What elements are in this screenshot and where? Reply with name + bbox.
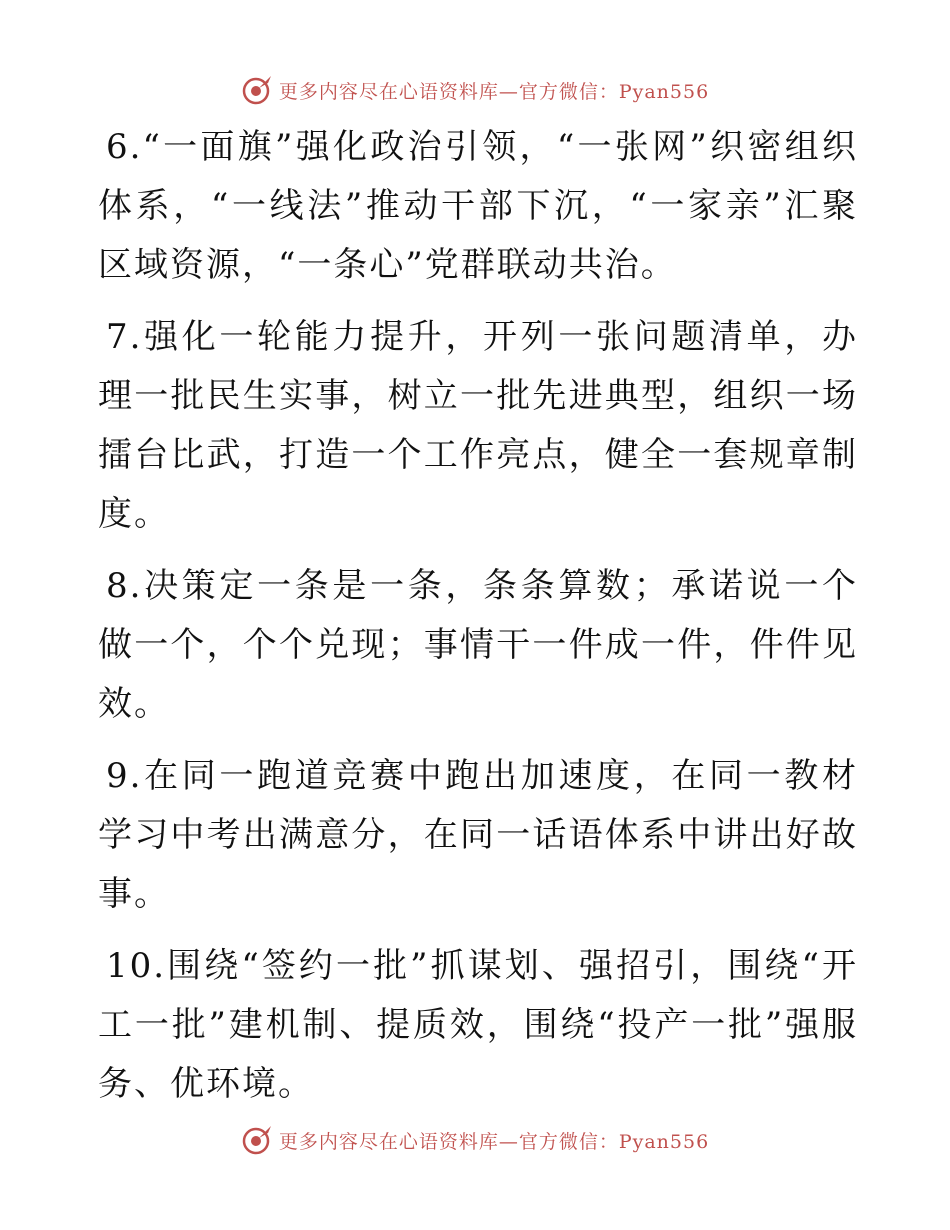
paragraph-6 — [98, 118, 858, 295]
paragraph-text: 强化一轮能力提升，开列一张问题清单，办理一批民生实事，树立一批先进典型，组织一场擂台比武，打造一个工作亮点，健全一套规章制度。 — [98, 317, 858, 534]
header-watermark — [0, 70, 950, 110]
article-body — [98, 118, 858, 1127]
paragraph-number: 7. — [106, 317, 143, 357]
paragraph-9 — [98, 747, 858, 924]
paragraph-7 — [98, 308, 858, 544]
paragraph-number: 9. — [106, 756, 143, 796]
footer-watermark-text: 更多内容尽在心语资料库—官方微信：Pyan556 — [278, 1130, 710, 1153]
paragraph-10 — [98, 937, 858, 1114]
quill-logo-icon — [241, 74, 273, 106]
paragraph-text: 围绕“签约一批”抓谋划、强招引，围绕“开工一批”建机制、提质效，围绕“投产一批”强服务、优环境。 — [98, 946, 858, 1104]
paragraph-8 — [98, 557, 858, 734]
quill-logo-icon — [241, 1124, 273, 1156]
footer-watermark — [0, 1120, 950, 1160]
paragraph-number: 10. — [106, 946, 167, 986]
paragraph-number: 8. — [106, 566, 143, 606]
paragraph-text: “一面旗”强化政治引领，“一张网”织密组织体系，“一线法”推动干部下沉，“一家亲”汇聚区域资源，“一条心”党群联动共治。 — [98, 127, 858, 285]
paragraph-text: 决策定一条是一条，条条算数；承诺说一个做一个，个个兑现；事情干一件成一件，件件见效。 — [98, 566, 858, 724]
header-watermark-text: 更多内容尽在心语资料库—官方微信：Pyan556 — [278, 80, 710, 103]
paragraph-number: 6. — [106, 127, 143, 167]
paragraph-text: 在同一跑道竞赛中跑出加速度，在同一教材学习中考出满意分，在同一话语体系中讲出好故事。 — [98, 756, 858, 914]
